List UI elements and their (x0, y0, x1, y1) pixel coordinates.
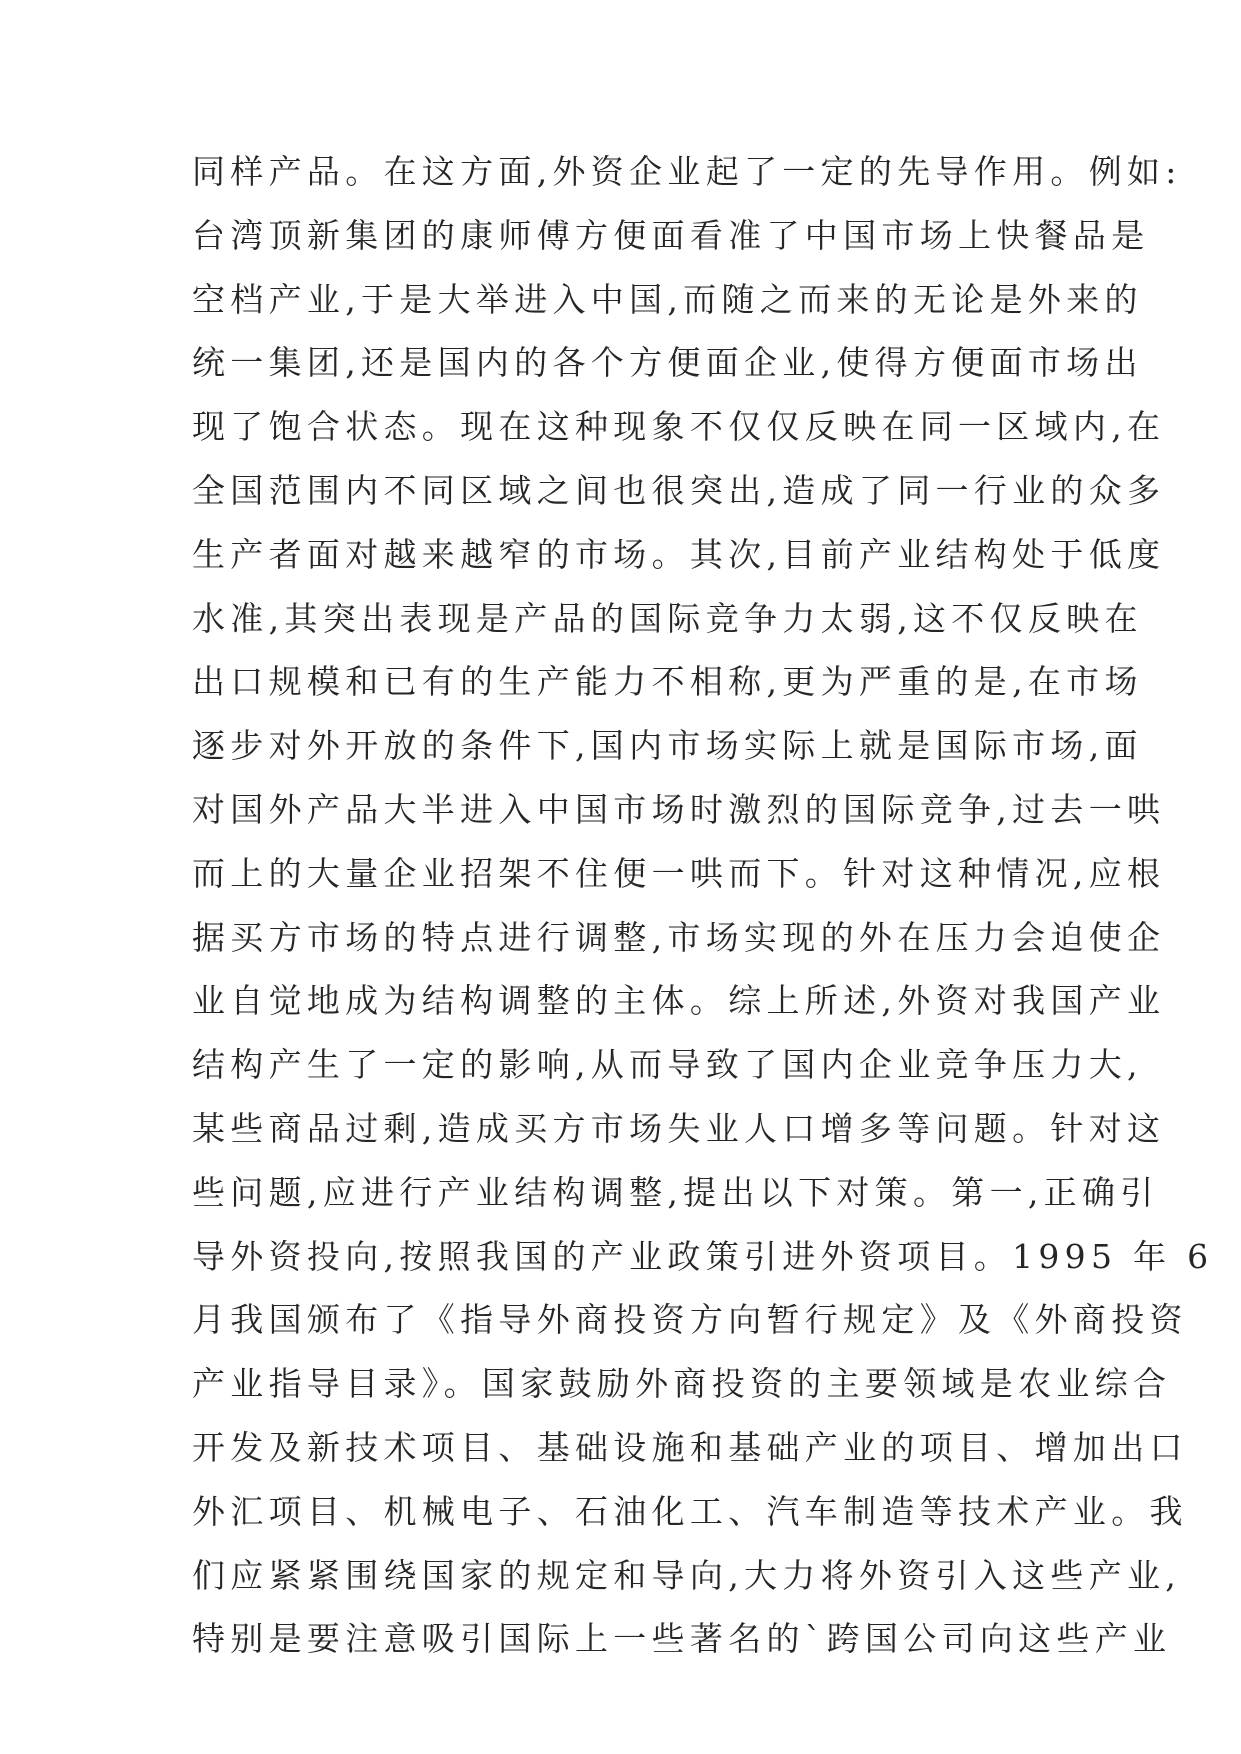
text-line: 外汇项目、机械电子、石油化工、汽车制造等技术产业。我 (192, 1491, 1188, 1531)
text-line: 们应紧紧围绕国家的规定和导向,大力将外资引入这些产业, (192, 1555, 1182, 1595)
text-line: 逐步对外开放的条件下,国内市场实际上就是国际市场,面 (192, 726, 1143, 766)
text-line: 对国外产品大半进入中国市场时激烈的国际竞争,过去一哄 (192, 789, 1166, 829)
text-line: 些问题,应进行产业结构调整,提出以下对策。第一,正确引 (192, 1172, 1159, 1212)
text-line: 月我国颁布了《指导外商投资方向暂行规定》及《外商投资 (192, 1300, 1188, 1340)
text-line: 出口规模和已有的生产能力不相称,更为严重的是,在市场 (192, 662, 1143, 702)
text-line: 而上的大量企业招架不住便一哄而下。针对这种情况,应根 (192, 853, 1166, 893)
text-line: 水准,其突出表现是产品的国际竞争力太弱,这不仅反映在 (192, 598, 1143, 638)
text-line: 同样产品。在这方面,外资企业起了一定的先导作用。例如: (192, 152, 1182, 191)
text-line: 生产者面对越来越窄的市场。其次,目前产业结构处于低度 (192, 534, 1166, 574)
text-line: 产业指导目录》。国家鼓励外商投资的主要领域是农业综合 (192, 1364, 1172, 1404)
text-line: 某些商品过剩,造成买方市场失业人口增多等问题。针对这 (192, 1108, 1166, 1148)
text-line: 特别是要注意吸引国际上一些著名的`跨国公司向这些产业 (192, 1619, 1172, 1659)
text-line: 现了饱合状态。现在这种现象不仅仅反映在同一区域内,在 (192, 407, 1166, 447)
text-line: 空档产业,于是大举进入中国,而随之而来的无论是外来的 (192, 279, 1143, 319)
text-line: 台湾顶新集团的康师傅方便面看准了中国市场上快餐品是 (192, 215, 1150, 255)
text-line: 统一集团,还是国内的各个方便面企业,使得方便面市场出 (192, 343, 1143, 383)
text-line: 全国范围内不同区域之间也很突出,造成了同一行业的众多 (192, 470, 1166, 510)
text-line: 导外资投向,按照我国的产业政策引进外资项目。1995 年 6 (192, 1236, 1214, 1276)
body-text (192, 140, 1214, 1671)
text-line: 开发及新技术项目、基础设施和基础产业的项目、增加出口 (192, 1427, 1188, 1467)
text-line: 业自觉地成为结构调整的主体。综上所述,外资对我国产业 (192, 981, 1166, 1021)
text-line: 据买方市场的特点进行调整,市场实现的外在压力会迫使企 (192, 917, 1166, 957)
text-line: 结构产生了一定的影响,从而导致了国内企业竞争压力大, (192, 1045, 1143, 1085)
